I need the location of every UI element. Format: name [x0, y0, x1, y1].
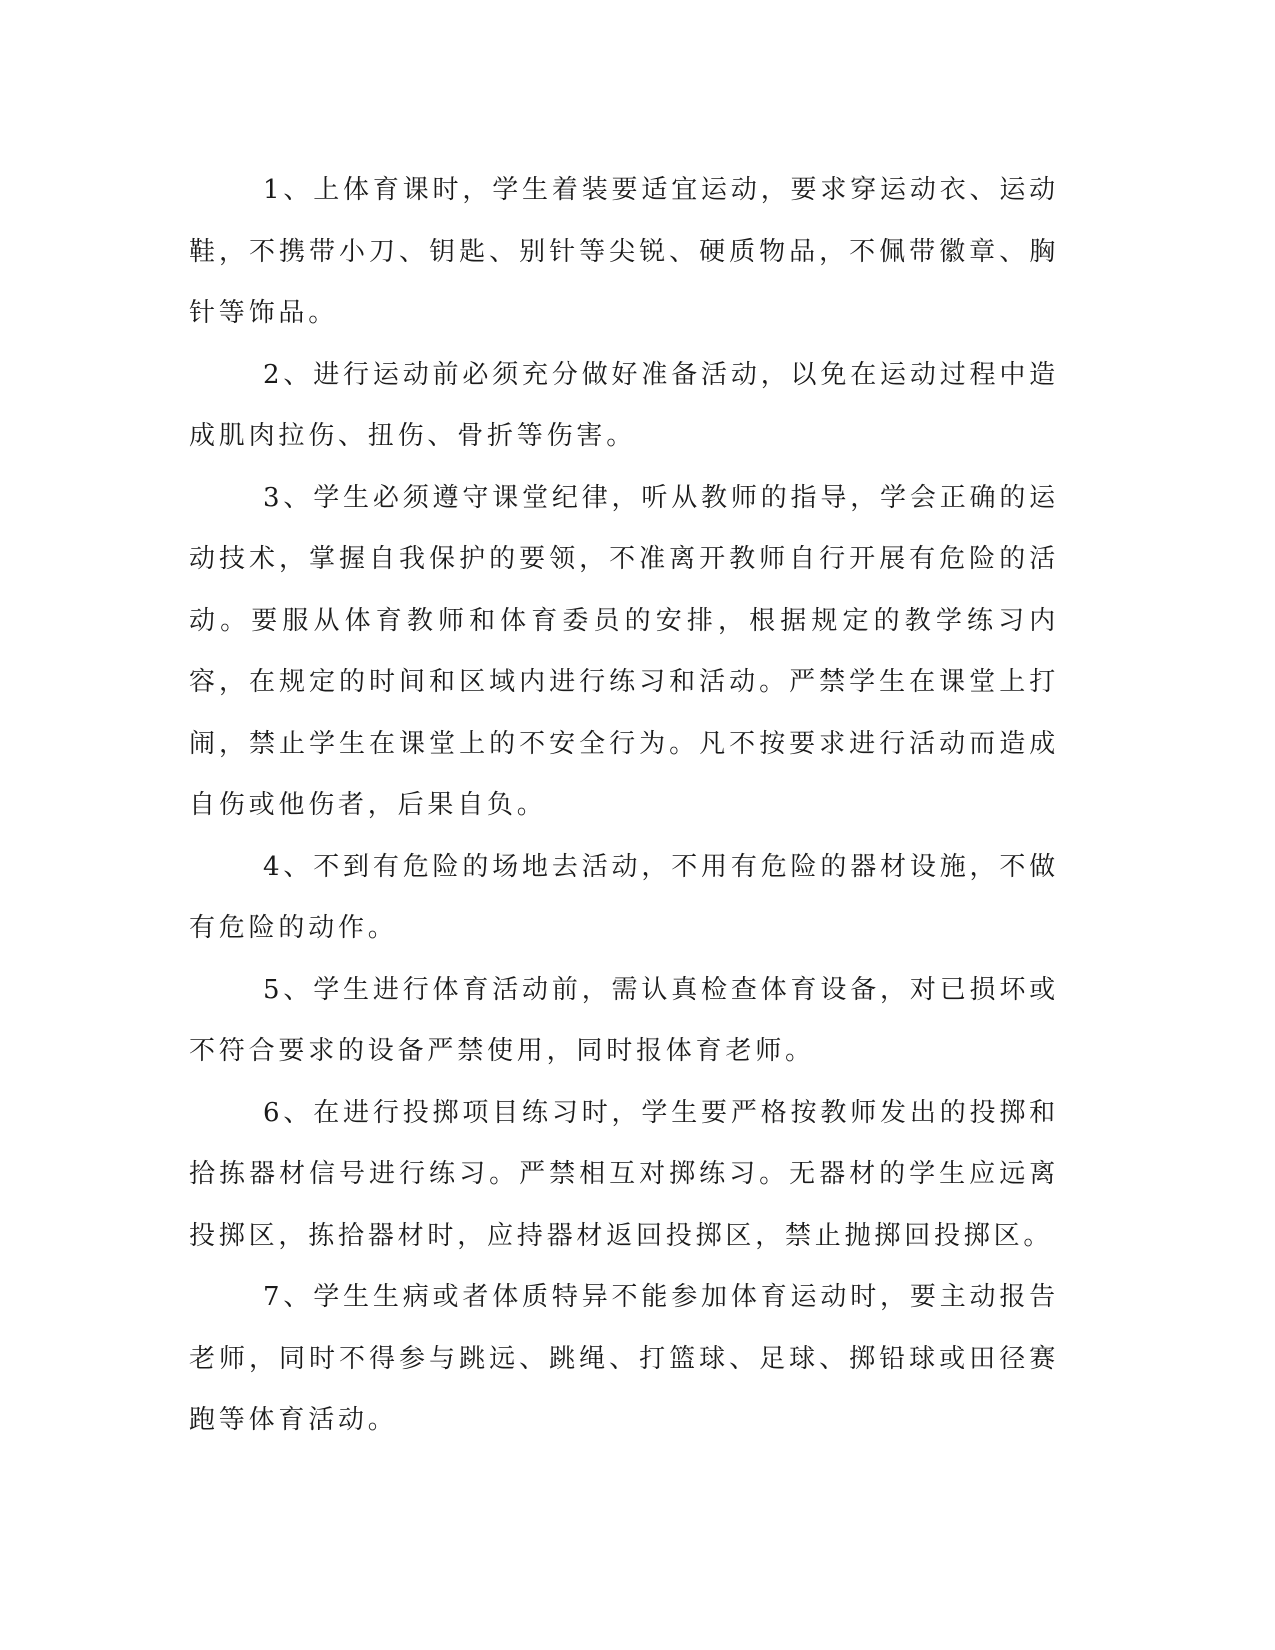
rule-paragraph-4: 4、不到有危险的场地去活动，不用有危险的器材设施，不做有危险的动作。 [189, 851, 1059, 943]
rule-paragraph-7: 7、学生生病或者体质特异不能参加体育运动时，要主动报告老师，同时不得参与跳远、跳绳、打篮球、足球、掷铅球或田径赛跑等体育活动。 [189, 1282, 1059, 1435]
rule-paragraph-5: 5、学生进行体育活动前，需认真检查体育设备，对已损坏或不符合要求的设备严禁使用，同时报体育老师。 [189, 974, 1059, 1066]
rule-paragraph-6: 6、在进行投掷项目练习时，学生要严格按教师发出的投掷和拾拣器材信号进行练习。严禁相互对掷练习。无器材的学生应远离投掷区，拣拾器材时，应持器材返回投掷区，禁止抛掷回投掷区。 [189, 1097, 1059, 1251]
rule-paragraph-1: 1、上体育课时，学生着装要适宜运动，要求穿运动衣、运动鞋，不携带小刀、钥匙、别针等尖锐、硬质物品，不佩带徽章、胸针等饰品。 [189, 175, 1059, 328]
document-body [189, 160, 1059, 1452]
rule-paragraph-3: 3、学生必须遵守课堂纪律，听从教师的指导，学会正确的运动技术，掌握自我保护的要领，不准离开教师自行开展有危险的活动。要服从体育教师和体育委员的安排，根据规定的教学练习内容，在规定的时间和区域内进行练习和活动。严禁学生在课堂上打闹，禁止学生在课堂上的不安全行为。凡不按要求进行活动而造成自伤或他伤者，后果自负。 [189, 482, 1059, 820]
rule-paragraph-2: 2、进行运动前必须充分做好准备活动，以免在运动过程中造成肌肉拉伤、扭伤、骨折等伤害。 [189, 359, 1059, 451]
